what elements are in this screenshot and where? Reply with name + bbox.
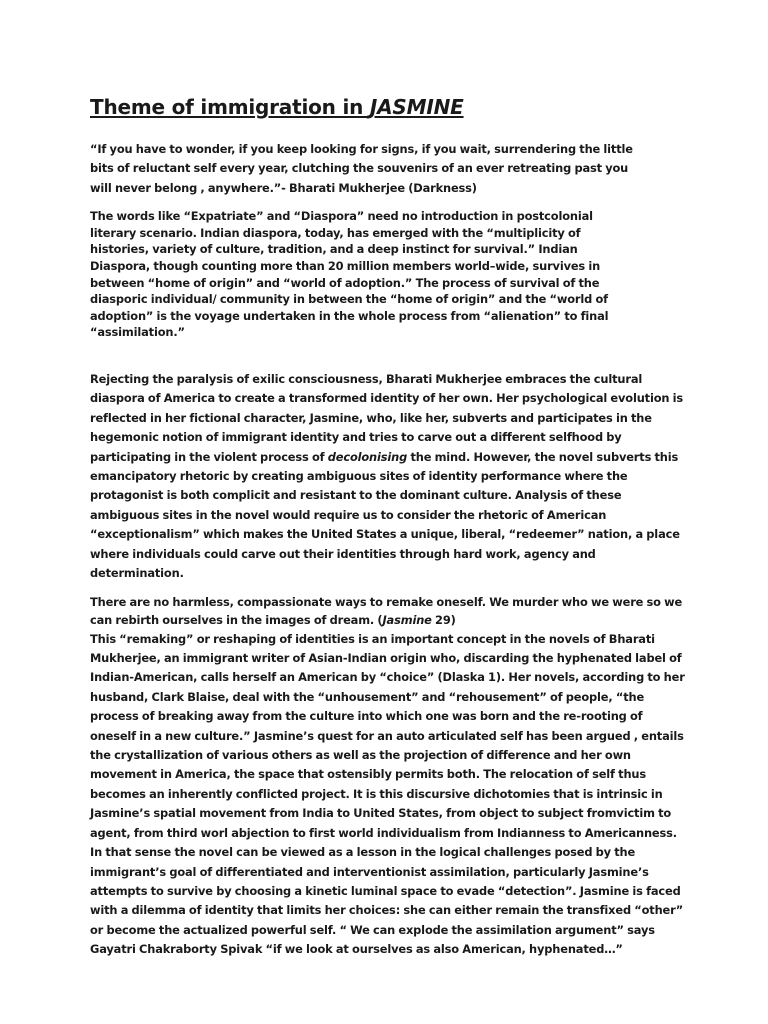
intro-paragraph: The words like “Expatriate” and “Diaspora” need no introduction in postcolonial literary scenario. Indian diaspora, today, has emerged with the “multiplicity of histories, variety of culture, tradition, and a deep instinct for survival.” Indian Diaspora, though counting more than 20 million members world–wide, survives in between “home of origin” and “world of adoption.” The process of survival of the diasporic individual/ community in between the “home of origin” and the “world of adoption” is the voyage undertaken in the whole process from “alienation” to final “assimilation.” [90, 209, 609, 340]
title-emphasis: JASMINE [369, 95, 464, 119]
paragraph-rejecting-text-a: Rejecting the paralysis of exilic consciousness, Bharati Mukherjee embraces the cultural diaspora of America to create a transformed identity of her own. Her psychological evolution is reflected in her fictional character, Jasmine, who, like her, subverts and participates in the hegemonic notion of immigrant identity and tries to carve out a different selfhood by participating in the violent process of [90, 371, 684, 464]
paragraph-remaking: This “remaking” or reshaping of identities is an important concept in the novels of Bharati Mukherjee, an immigrant writer of Asian-Indian origin who, discarding the hyphenated label of Indian-American, calls herself an American by “choice” (Dlaska 1). Her novels, according to her husband, Clark Blaise, deal with the “unhousement” and “rehousement” of people, “the process of breaking away from the culture into which one was born and the re-rooting of oneself in a new culture.” Jasmine’s quest for an auto articulated self has been argued , entails the crystallization of various others as well as the projection of difference and her own movement in America, the space that ostensibly permits both. The relocation of self thus becomes an inherently conflicted project. It is this discursive dichotomies that is intrinsic in Jasmine’s spatial movement from India to United States, from object to subject fromvictim to agent, from third worl abjection to first world individualism from Indianness to Americanness. In that sense the novel can be viewed as a lesson in the logical challenges posed by the immigrant’s goal of differentiated and interventionist assimilation, particularly Jasmine’s attempts to survive by choosing a kinetic luminal space to evade “detection”. Jasmine is faced with a dilemma of identity that limits her choices: she can either remain the transfixed “other” or become the actualized powerful self. “ We can explode the assimilation argument” says Gayatri Chakraborty Spivak “if we look at ourselves as also American, hyphenated…” [90, 631, 685, 957]
quote-jasmine-text-b: 29) [431, 613, 456, 628]
epigraph-quote: “If you have to wonder, if you keep looking for signs, if you wait, surrendering the little bits of reluctant self every year, clutching the souvenirs of an ever retreating past you will never belong , anywhere.”- Bharati Mukherjee (Darkness) [90, 142, 633, 195]
quote-jasmine-text-a: There are no harmless, compassionate ways to remake oneself. We murder who we were so we can rebirth ourselves in the images of dream. ( [90, 595, 683, 628]
document-title [90, 94, 685, 120]
paragraph-rejecting-text-b: the mind. However, the novel subverts this emancipatory rhetoric by creating ambiguous sites of identity performance where the protagonist is both complicit and resistant to the dominant culture. Analysis of these ambiguous sites in the novel would require us to consider the rhetoric of American “exceptionalism” which makes the United States a unique, liberal, “redeemer” nation, a place where individuals could carve out their identities through hard work, agency and determination. [90, 449, 680, 581]
document-page [90, 94, 685, 960]
quote-jasmine-emphasis: Jasmine [382, 613, 432, 628]
paragraph-quote-jasmine [90, 594, 685, 629]
paragraph-rejecting-emphasis: decolonising [327, 449, 408, 464]
title-prefix: Theme of immigration in [90, 95, 370, 119]
paragraph-rejecting [90, 370, 685, 583]
